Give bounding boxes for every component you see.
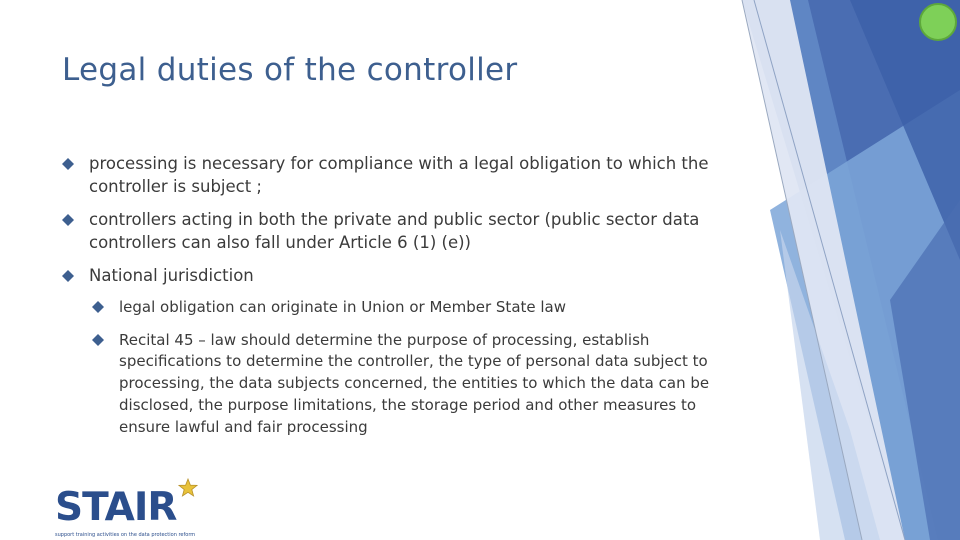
logo-wordmark: STAIR	[55, 485, 177, 530]
slide-title: Legal duties of the controller	[62, 52, 518, 88]
diamond-bullet-icon	[92, 334, 104, 346]
bullet-list	[62, 152, 742, 449]
green-circle-icon	[919, 3, 957, 41]
sub-bullet-text: Recital 45 – law should determine the purpose of processing, establish specifications to determine the controller, the type of personal data subject to processing, the data subjects concerned, the entities to which the data can be disclosed, the purpose limitations, the storage period and other measures to ensure lawful and fair processing	[119, 330, 710, 436]
sub-bullet-text: legal obligation can originate in Union or Member State law	[119, 298, 567, 316]
bullet-text: National jurisdiction	[89, 266, 254, 285]
bullet-item	[62, 264, 742, 287]
sub-bullet-item	[92, 297, 729, 319]
bullet-text: processing is necessary for compliance with a legal obligation to which the controller is subject ;	[89, 154, 709, 196]
logo-tagline: support training activities on the data protection reform	[55, 532, 196, 538]
diamond-bullet-icon	[62, 214, 74, 226]
stair-logo	[52, 478, 202, 540]
diamond-bullet-icon	[92, 301, 104, 313]
bullet-item	[62, 152, 742, 198]
star-icon	[178, 478, 198, 498]
diamond-bullet-icon	[62, 158, 74, 170]
bullet-item	[62, 208, 742, 254]
sub-bullet-item	[92, 330, 729, 439]
diamond-bullet-icon	[62, 270, 74, 282]
bullet-text: controllers acting in both the private and public sector (public sector data controllers can also fall under Article 6 (1) (e))	[89, 210, 700, 252]
